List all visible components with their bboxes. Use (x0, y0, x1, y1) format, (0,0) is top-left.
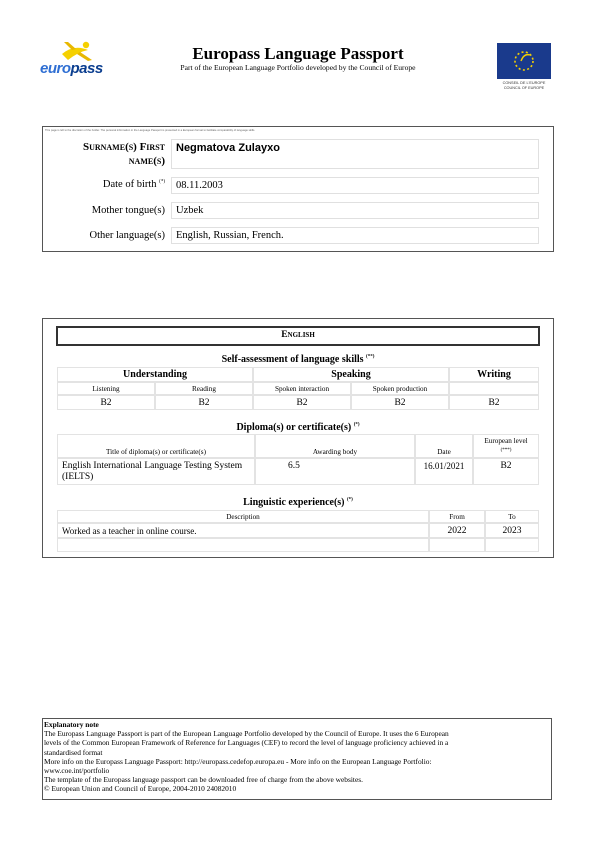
spoken-interaction-level: B2 (253, 395, 351, 410)
diploma-name-line2: (IELTS) (62, 472, 94, 482)
self-assessment-mark: (**) (366, 354, 375, 360)
note-line7: © European Union and Council of Europe, 2004-2010 24082010 (44, 784, 237, 794)
writing-subheader-empty (449, 382, 539, 395)
surname-label-line2: name(s) (128, 155, 165, 167)
europass-figure-icon (58, 40, 98, 62)
language-box (42, 318, 554, 558)
awarding-body-cell: 6.5 (255, 458, 415, 485)
logo-text-euro: euro (40, 60, 71, 77)
reading-level: B2 (155, 395, 253, 410)
mother-tongue-field: Uzbek (171, 202, 539, 219)
understanding-header: Understanding (57, 367, 253, 382)
note-line3: standardised format (44, 747, 103, 757)
european-level-header (473, 434, 539, 458)
description-header: Description (57, 510, 429, 523)
note-line1: The Europass Language Passport is part of the European Language Portfolio developed by the Council of Europe. It uses the 6 European (44, 729, 449, 739)
european-level-mark: (***) (500, 448, 512, 453)
tiny-disclaimer: This page is left to the discretion of the holder. The personal information in the Language Passport is presented in a European format to facilitate comparability of language skills. (45, 129, 256, 132)
diploma-level-cell: B2 (473, 458, 539, 485)
self-assessment-title-text: Self-assessment of language skills (221, 354, 364, 365)
surname-label (43, 140, 165, 168)
coe-caption-line2: COUNCIL OF EUROPE (503, 86, 545, 90)
dob-mark: (*) (159, 179, 165, 185)
experience-empty-from (429, 538, 485, 552)
diploma-title-text: Diploma(s) or certificate(s) (236, 422, 352, 433)
speaking-header: Speaking (253, 367, 449, 382)
note-line5: www.coe.int/portfolio (44, 766, 110, 776)
council-of-europe-flag (497, 43, 551, 79)
explanatory-note (42, 718, 552, 800)
experience-description-cell: Worked as a teacher in online course. (57, 523, 429, 538)
european-level-header-text: European level (484, 437, 528, 445)
writing-level: B2 (449, 395, 539, 410)
writing-header: Writing (449, 367, 539, 382)
experience-mark: (*) (347, 497, 353, 503)
experience-empty-to (485, 538, 539, 552)
note-heading: Explanatory note (44, 720, 99, 729)
awarding-body-header: Awarding body (255, 434, 415, 458)
page-title: Europass Language Passport (192, 44, 404, 63)
surname-label-line1: Surname(s) First (82, 141, 165, 153)
europass-logo (40, 40, 112, 80)
listening-level: B2 (57, 395, 155, 410)
coe-caption-line1: CONSEIL DE L'EUROPE (502, 81, 546, 85)
logo-text-pass: pass (70, 60, 103, 77)
other-languages-field: English, Russian, French. (171, 227, 539, 244)
personal-info-box (42, 126, 554, 252)
dob-label (43, 179, 165, 190)
spoken-interaction-header: Spoken interaction (253, 382, 351, 395)
experience-empty-row (57, 538, 429, 552)
experience-from-cell: 2022 (429, 523, 485, 538)
note-line4: More info on the Europass Language Passport: http://europass.cedefop.europa.eu - More info on the European Language Portfolio: (44, 756, 432, 766)
note-line2: levels of the Common European Framework of Reference for Languages (CEF) to record the level of language proficiency achieved in a (44, 738, 449, 748)
dob-field: 08.11.2003 (171, 177, 539, 194)
language-name: English (56, 326, 540, 346)
diploma-date-cell: 16.01/2021 (415, 458, 473, 485)
europass-wordmark (40, 60, 103, 77)
experience-title (43, 497, 553, 508)
note-line6: The template of the Europass language passport can be downloaded free of charge from the above websites. (44, 775, 363, 785)
other-languages-label: Other language(s) (89, 230, 165, 241)
spoken-production-level: B2 (351, 395, 449, 410)
diploma-title-header: Title of diploma(s) or certificate(s) (57, 434, 255, 458)
mother-tongue-label: Mother tongue(s) (91, 205, 165, 216)
experience-title-text: Linguistic experience(s) (243, 497, 345, 508)
listening-header: Listening (57, 382, 155, 395)
council-of-europe-emblem-icon (497, 43, 551, 79)
diploma-mark: (*) (353, 422, 360, 428)
experience-to-cell: 2023 (485, 523, 539, 538)
reading-header: Reading (155, 382, 253, 395)
surname-field: Negmatova Zulayxo (171, 139, 539, 169)
diploma-title (43, 422, 553, 433)
page-subtitle: Part of the European Language Portfolio developed by the Council of Europe (180, 63, 416, 72)
diploma-name-cell (57, 458, 255, 485)
from-header: From (429, 510, 485, 523)
dob-label-text: Date of birth (102, 179, 157, 190)
diploma-name-line1: English International Language Testing System (62, 461, 243, 471)
spoken-production-header: Spoken production (351, 382, 449, 395)
coe-caption (494, 81, 554, 91)
date-header: Date (415, 434, 473, 458)
to-header: To (485, 510, 539, 523)
self-assessment-title (43, 354, 553, 365)
